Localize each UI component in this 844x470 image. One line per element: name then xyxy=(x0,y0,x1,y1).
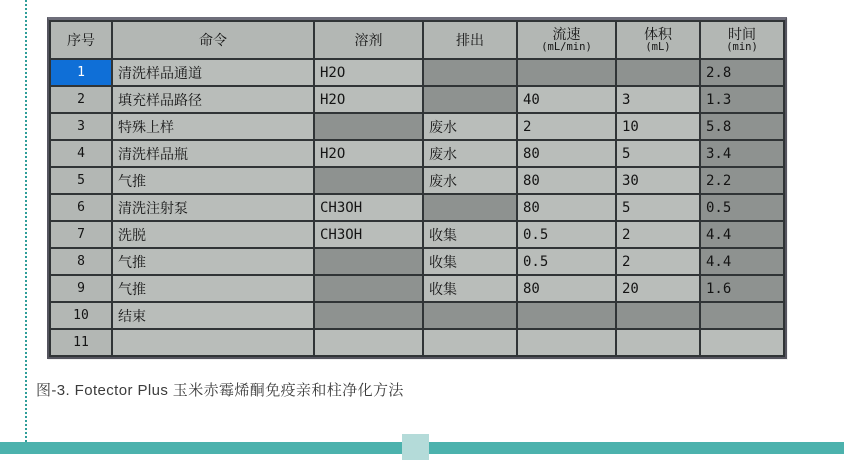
table-header xyxy=(50,21,784,59)
cell-discharge[interactable] xyxy=(423,329,517,356)
left-dotted-guide xyxy=(25,0,27,442)
cell-solvent[interactable]: CH3OH xyxy=(314,221,423,248)
header-row xyxy=(50,21,784,59)
cell-solvent[interactable]: H2O xyxy=(314,59,423,86)
row-number-cell[interactable]: 7 xyxy=(50,221,112,248)
table-row xyxy=(50,167,784,194)
cell-command[interactable]: 洗脱 xyxy=(112,221,314,248)
cell-time[interactable]: 2.2 xyxy=(700,167,784,194)
cell-flow[interactable]: 80 xyxy=(517,194,616,221)
row-number-cell-selected[interactable]: 1 xyxy=(50,59,112,86)
table-row xyxy=(50,194,784,221)
column-header-discharge: 排出 xyxy=(423,21,517,59)
cell-time[interactable]: 0.5 xyxy=(700,194,784,221)
cell-time[interactable]: 4.4 xyxy=(700,248,784,275)
cell-discharge[interactable] xyxy=(423,194,517,221)
cell-time[interactable]: 1.3 xyxy=(700,86,784,113)
table-row xyxy=(50,113,784,140)
cell-solvent[interactable] xyxy=(314,113,423,140)
cell-volume[interactable]: 3 xyxy=(616,86,700,113)
cell-command[interactable]: 气推 xyxy=(112,248,314,275)
cell-command[interactable]: 清洗样品瓶 xyxy=(112,140,314,167)
cell-volume[interactable] xyxy=(616,329,700,356)
cell-command[interactable]: 气推 xyxy=(112,167,314,194)
cell-discharge[interactable]: 废水 xyxy=(423,167,517,194)
cell-solvent[interactable] xyxy=(314,248,423,275)
row-number-cell[interactable]: 10 xyxy=(50,302,112,329)
cell-solvent[interactable]: H2O xyxy=(314,140,423,167)
cell-volume[interactable]: 10 xyxy=(616,113,700,140)
cell-flow[interactable]: 40 xyxy=(517,86,616,113)
table-row xyxy=(50,302,784,329)
cell-command[interactable] xyxy=(112,329,314,356)
cell-solvent[interactable] xyxy=(314,329,423,356)
method-grid xyxy=(49,20,785,357)
column-header-command: 命令 xyxy=(112,21,314,59)
cell-flow[interactable] xyxy=(517,302,616,329)
cell-flow[interactable]: 80 xyxy=(517,140,616,167)
column-header-flow: 流速 (mL/min) xyxy=(517,21,616,59)
cell-volume[interactable] xyxy=(616,302,700,329)
bottom-accent-square xyxy=(402,434,429,460)
cell-time[interactable] xyxy=(700,302,784,329)
cell-flow[interactable]: 0.5 xyxy=(517,221,616,248)
row-number-cell[interactable]: 2 xyxy=(50,86,112,113)
cell-solvent[interactable] xyxy=(314,302,423,329)
cell-time[interactable]: 1.6 xyxy=(700,275,784,302)
table-row xyxy=(50,275,784,302)
cell-solvent[interactable]: CH3OH xyxy=(314,194,423,221)
cell-discharge[interactable]: 收集 xyxy=(423,221,517,248)
cell-time[interactable]: 2.8 xyxy=(700,59,784,86)
cell-volume[interactable]: 5 xyxy=(616,194,700,221)
cell-flow[interactable]: 2 xyxy=(517,113,616,140)
cell-time[interactable]: 3.4 xyxy=(700,140,784,167)
column-header-volume: 体积 (mL) xyxy=(616,21,700,59)
cell-discharge[interactable]: 收集 xyxy=(423,248,517,275)
cell-discharge[interactable]: 收集 xyxy=(423,275,517,302)
cell-command[interactable]: 特殊上样 xyxy=(112,113,314,140)
table-row xyxy=(50,248,784,275)
method-table xyxy=(47,17,787,359)
cell-discharge[interactable]: 废水 xyxy=(423,113,517,140)
column-header-no: 序号 xyxy=(50,21,112,59)
cell-flow[interactable]: 80 xyxy=(517,167,616,194)
cell-time[interactable] xyxy=(700,329,784,356)
table-body xyxy=(50,59,784,356)
table-row xyxy=(50,86,784,113)
column-header-time: 时间 (min) xyxy=(700,21,784,59)
cell-volume[interactable]: 2 xyxy=(616,248,700,275)
cell-time[interactable]: 4.4 xyxy=(700,221,784,248)
cell-volume[interactable]: 30 xyxy=(616,167,700,194)
cell-command[interactable]: 清洗样品通道 xyxy=(112,59,314,86)
row-number-cell[interactable]: 8 xyxy=(50,248,112,275)
table-row xyxy=(50,140,784,167)
cell-discharge[interactable]: 废水 xyxy=(423,140,517,167)
table-row xyxy=(50,59,784,86)
table-row xyxy=(50,329,784,356)
cell-volume[interactable]: 2 xyxy=(616,221,700,248)
row-number-cell[interactable]: 6 xyxy=(50,194,112,221)
cell-time[interactable]: 5.8 xyxy=(700,113,784,140)
figure-caption: 图-3. Fotector Plus 玉米赤霉烯酮免疫亲和柱净化方法 xyxy=(36,382,404,399)
cell-solvent[interactable] xyxy=(314,167,423,194)
cell-flow[interactable] xyxy=(517,329,616,356)
cell-command[interactable]: 气推 xyxy=(112,275,314,302)
cell-discharge[interactable] xyxy=(423,86,517,113)
cell-command[interactable]: 清洗注射泵 xyxy=(112,194,314,221)
cell-flow[interactable]: 80 xyxy=(517,275,616,302)
cell-command[interactable]: 结束 xyxy=(112,302,314,329)
cell-discharge[interactable] xyxy=(423,302,517,329)
row-number-cell[interactable]: 4 xyxy=(50,140,112,167)
table-row xyxy=(50,221,784,248)
row-number-cell[interactable]: 9 xyxy=(50,275,112,302)
row-number-cell[interactable]: 5 xyxy=(50,167,112,194)
row-number-cell[interactable]: 3 xyxy=(50,113,112,140)
cell-solvent[interactable] xyxy=(314,275,423,302)
cell-solvent[interactable]: H2O xyxy=(314,86,423,113)
cell-volume[interactable] xyxy=(616,59,700,86)
row-number-cell[interactable]: 11 xyxy=(50,329,112,356)
cell-flow[interactable]: 0.5 xyxy=(517,248,616,275)
cell-volume[interactable]: 20 xyxy=(616,275,700,302)
cell-flow[interactable] xyxy=(517,59,616,86)
cell-discharge[interactable] xyxy=(423,59,517,86)
cell-command[interactable]: 填充样品路径 xyxy=(112,86,314,113)
column-header-solvent: 溶剂 xyxy=(314,21,423,59)
cell-volume[interactable]: 5 xyxy=(616,140,700,167)
